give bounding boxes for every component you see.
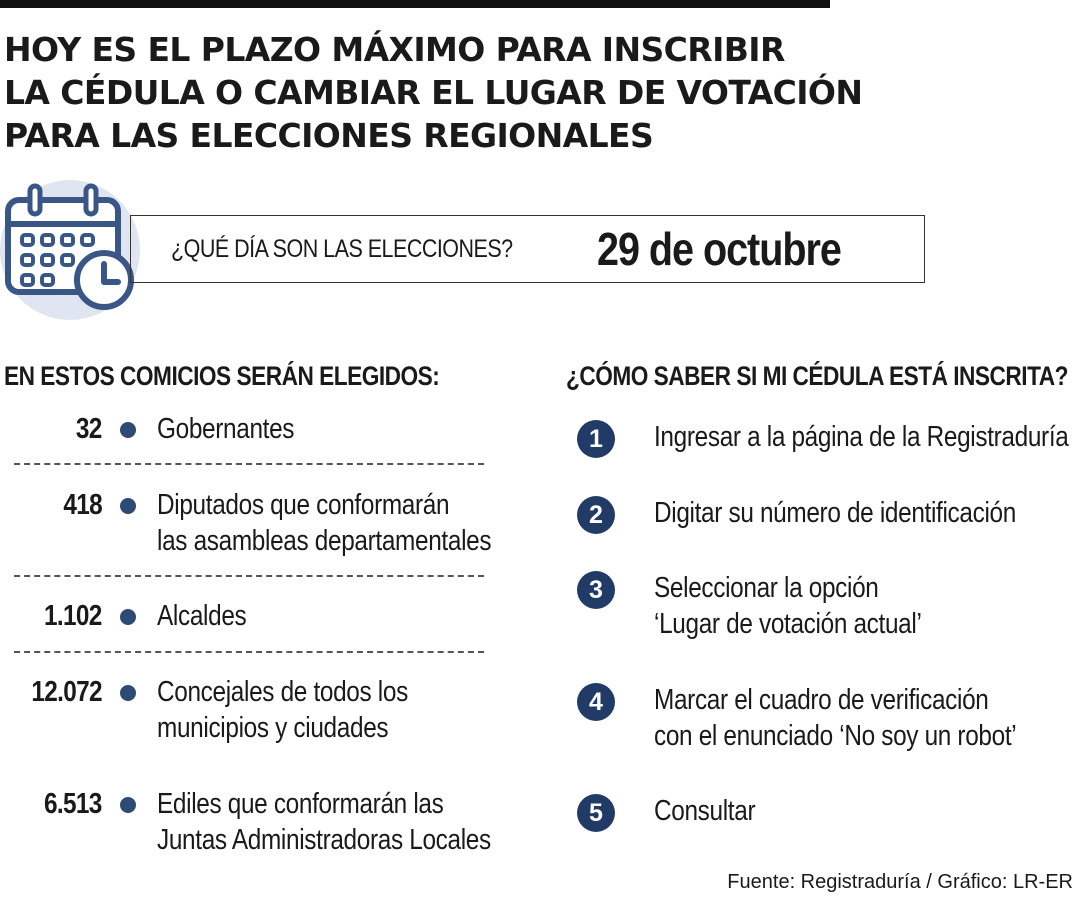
elected-count: 32: [76, 413, 102, 445]
bullet-dot: [120, 498, 136, 514]
step-text-line: Seleccionar la opción: [654, 572, 879, 604]
step-number-badge: 1: [577, 420, 615, 458]
bullet-dot: [120, 685, 136, 701]
step-text-line: con el enunciado ‘No soy un robot’: [654, 720, 1017, 752]
election-date-question: ¿QUÉ DÍA SON LAS ELECCIONES?: [171, 235, 513, 263]
dashed-divider: [14, 463, 484, 465]
elected-description-line: Diputados que conformarán: [157, 489, 450, 521]
step-text-line: Consultar: [654, 795, 756, 827]
elected-description: [157, 411, 294, 447]
elected-heading: EN ESTOS COMICIOS SERÁN ELEGIDOS:: [4, 361, 440, 391]
elected-description: [157, 487, 491, 559]
bullet-dot: [120, 609, 136, 625]
elected-count: 1.102: [44, 600, 102, 632]
step-text-line: Ingresar a la página de la Registraduría: [654, 421, 1069, 453]
step-text: [654, 419, 1068, 455]
elected-description: [157, 598, 246, 634]
steps-heading: ¿CÓMO SABER SI MI CÉDULA ESTÁ INSCRITA?: [566, 361, 1068, 391]
election-date-box: [130, 215, 925, 283]
step-text: [654, 682, 1016, 754]
elected-count: 12.072: [31, 676, 102, 708]
elected-count: 6.513: [44, 788, 102, 820]
elected-description: [157, 674, 408, 746]
step-number-badge: 5: [577, 794, 615, 832]
step-text: [654, 793, 755, 829]
step-text-line: Digitar su número de identificación: [654, 497, 1016, 529]
top-rule: [0, 0, 830, 8]
elected-description-line: las asambleas departamentales: [157, 525, 492, 557]
step-text-line: ‘Lugar de votación actual’: [654, 608, 922, 640]
elected-description-line: Juntas Administradoras Locales: [157, 824, 491, 856]
elected-description-line: Gobernantes: [157, 413, 295, 445]
step-number-badge: 2: [577, 496, 615, 534]
bullet-dot: [120, 422, 136, 438]
step-text: [654, 495, 1016, 531]
step-number-badge: 4: [577, 683, 615, 721]
elected-count: 418: [63, 489, 102, 521]
headline-line-3: PARA LAS ELECCIONES REGIONALES: [4, 116, 654, 155]
election-date-value: 29 de octubre: [597, 223, 841, 275]
bullet-dot: [120, 797, 136, 813]
calendar-clock-icon: [0, 180, 140, 320]
step-number-badge: 3: [577, 571, 615, 609]
elected-description-line: Alcaldes: [157, 600, 247, 632]
source-credit: Fuente: Registraduría / Gráfico: LR-ER: [727, 871, 1073, 893]
elected-description-line: municipios y ciudades: [157, 712, 389, 744]
dashed-divider: [14, 575, 484, 577]
dashed-divider: [14, 651, 484, 653]
elected-description-line: Concejales de todos los: [157, 676, 408, 708]
headline: [4, 28, 904, 157]
step-text-line: Marcar el cuadro de verificación: [654, 684, 989, 716]
elected-description: [157, 786, 491, 858]
headline-line-1: HOY ES EL PLAZO MÁXIMO PARA INSCRIBIR: [4, 30, 785, 69]
elected-description-line: Ediles que conformarán las: [157, 788, 444, 820]
headline-line-2: LA CÉDULA O CAMBIAR EL LUGAR DE VOTACIÓN: [4, 73, 863, 112]
step-text: [654, 570, 922, 642]
